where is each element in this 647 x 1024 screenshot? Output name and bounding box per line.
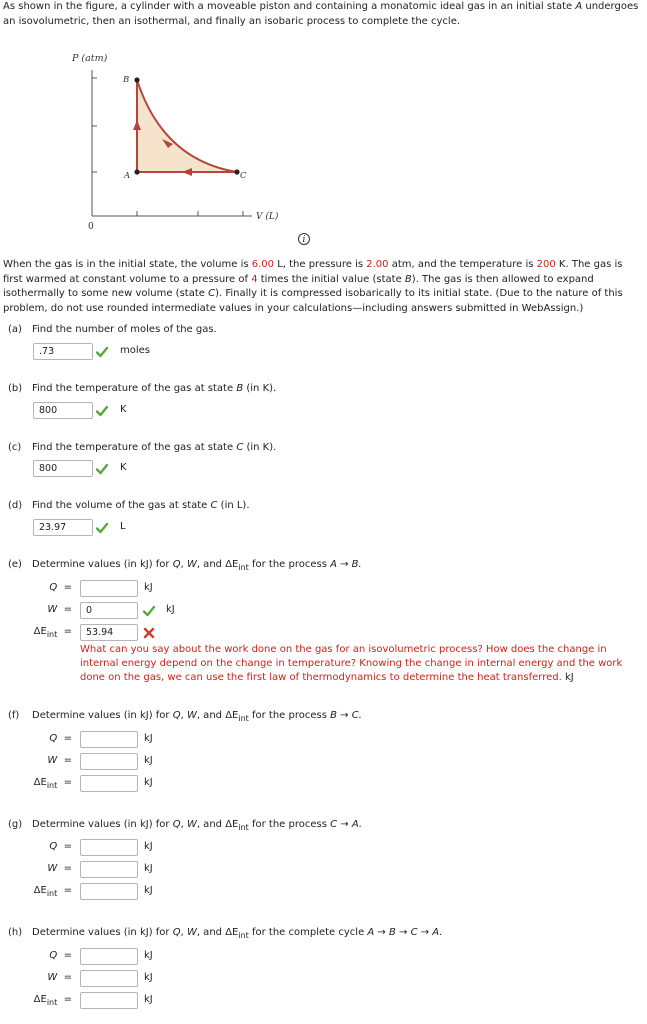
symbol-int: int	[238, 931, 249, 940]
question-a	[8, 324, 217, 335]
answer-a-input[interactable]: .73	[33, 343, 93, 360]
symbol-q: Q	[49, 733, 58, 744]
question-text: Find the temperature of the gas at state	[32, 442, 237, 453]
intro-text-2: undergoes an isovolumetric, then an isothermal, and finally an isobaric process to complete the cycle.	[3, 1, 639, 27]
question-text: for the process	[248, 819, 331, 830]
question-text: Determine values (in kJ) for	[32, 819, 173, 830]
symbol-int: int	[238, 714, 249, 723]
unit-label: kJ	[144, 885, 153, 896]
unit-label: kJ	[166, 604, 175, 615]
symbol-int: int	[46, 630, 58, 639]
answer-e-de-input[interactable]: 53.94	[80, 624, 138, 641]
symbol-w: W	[47, 863, 58, 874]
symbol-delta-e: ΔE	[225, 710, 239, 721]
symbol-delta-e: ΔE	[225, 927, 239, 938]
para-text: atm, and the temperature is	[388, 259, 537, 270]
question-text: (in K).	[243, 383, 277, 394]
w-label	[12, 755, 72, 766]
unit-label: kJ	[144, 777, 153, 788]
delta-e-label	[12, 626, 72, 639]
answer-f-w-input[interactable]	[80, 753, 138, 770]
question-letter: (e)	[8, 559, 22, 570]
equals-sign: =	[63, 626, 72, 637]
question-state: C	[210, 500, 218, 511]
delta-e-label	[12, 994, 72, 1007]
symbol-delta-e: ΔE	[225, 819, 239, 830]
w-label	[12, 604, 72, 615]
unit-label: K	[120, 462, 127, 473]
para-text: ). Finally it is compressed isobarically to its initial state. (Due to the nature of this problem, do not use rounded intermediate values in your calculations—including answers submitted in WebAssign.)	[3, 288, 623, 314]
equals-sign: =	[63, 755, 72, 766]
question-letter: (d)	[8, 500, 23, 511]
pv-diagram	[60, 48, 300, 240]
symbol-q: Q	[172, 927, 181, 938]
symbol-q: Q	[172, 819, 181, 830]
symbol-int: int	[46, 889, 58, 898]
intro-state-a: A	[575, 1, 583, 12]
cross-icon	[143, 627, 155, 639]
question-text: Find the volume of the gas at state	[32, 500, 211, 511]
q-label	[12, 582, 72, 593]
value-volume: 6.00	[251, 259, 275, 270]
symbol-q: Q	[172, 710, 181, 721]
label-c: C	[240, 171, 247, 181]
para-text: ). The gas is then allowed to expand isothermally to some new volume (state	[3, 273, 594, 299]
question-text: Determine values (in kJ) for	[32, 710, 173, 721]
question-d	[8, 500, 250, 511]
para-state: C	[208, 288, 216, 299]
symbol-w: W	[186, 819, 197, 830]
equals-sign: =	[63, 604, 72, 615]
symbol-int: int	[46, 998, 58, 1007]
question-g	[8, 819, 362, 832]
process-label: A → B → C → A.	[367, 927, 443, 938]
unit-label: kJ	[144, 841, 153, 852]
unit-label: kJ	[144, 582, 153, 593]
point-c	[234, 169, 239, 174]
question-b	[8, 383, 276, 394]
question-text: (in L).	[217, 500, 250, 511]
equals-sign: =	[63, 994, 72, 1005]
answer-f-q-input[interactable]	[80, 731, 138, 748]
w-label	[12, 972, 72, 983]
answer-d-input[interactable]: 23.97	[33, 519, 93, 536]
question-text: Find the temperature of the gas at state	[32, 383, 237, 394]
q-label	[12, 841, 72, 852]
unit-label: kJ	[144, 950, 153, 961]
equals-sign: =	[63, 841, 72, 852]
w-label	[12, 863, 72, 874]
question-text: (in K).	[243, 442, 277, 453]
info-icon[interactable]: i	[298, 233, 310, 245]
symbol-delta-e: ΔE	[33, 885, 47, 896]
process-label: A → B.	[330, 559, 362, 570]
checkmark-icon	[96, 346, 108, 358]
question-text: for the process	[248, 710, 331, 721]
problem-statement	[3, 258, 644, 316]
question-text: ,	[180, 927, 187, 938]
para-text: When the gas is in the initial state, the volume is	[3, 259, 252, 270]
unit-label: kJ	[144, 994, 153, 1005]
feedback-text: What can you say about the work done on the gas for an isovolumetric process? How does the change in internal energy depend on the change in temperature? Knowing the change in internal energy and the work done on the gas, we can use the first law of thermodynamics to determine the heat transferred.	[80, 644, 623, 683]
question-letter: (f)	[8, 710, 20, 721]
symbol-q: Q	[49, 582, 58, 593]
question-text: for the complete cycle	[248, 927, 368, 938]
symbol-w: W	[47, 972, 58, 983]
checkmark-icon	[96, 405, 108, 417]
question-f	[8, 710, 362, 723]
answer-g-w-input[interactable]	[80, 861, 138, 878]
question-letter: (c)	[8, 442, 22, 453]
delta-e-label	[12, 777, 72, 790]
point-b	[134, 77, 139, 82]
question-text: ,	[180, 819, 187, 830]
q-label	[12, 950, 72, 961]
question-state: C	[236, 442, 244, 453]
para-state: B	[404, 273, 412, 285]
feedback-message	[80, 643, 640, 685]
question-text: Determine values (in kJ) for	[32, 927, 173, 938]
equals-sign: =	[63, 777, 72, 788]
checkmark-icon	[96, 463, 108, 475]
q-label	[12, 733, 72, 744]
answer-b-input[interactable]: 800	[33, 402, 93, 419]
symbol-w: W	[186, 710, 197, 721]
process-label: B → C.	[330, 710, 362, 721]
answer-e-q-input[interactable]	[80, 580, 138, 597]
x-axis-label: V (L)	[256, 212, 279, 222]
question-letter: (h)	[8, 927, 23, 938]
question-h	[8, 927, 443, 940]
symbol-w: W	[47, 604, 58, 615]
equals-sign: =	[63, 582, 72, 593]
unit-label: kJ	[144, 755, 153, 766]
answer-c-input[interactable]: 800	[33, 460, 93, 477]
cycle-region	[137, 80, 237, 172]
answer-h-w-input[interactable]	[80, 970, 138, 987]
equals-sign: =	[63, 885, 72, 896]
question-c	[8, 442, 276, 453]
symbol-delta-e: ΔE	[33, 994, 47, 1005]
question-text: , and	[196, 559, 226, 570]
question-text: ,	[180, 710, 187, 721]
symbol-w: W	[47, 755, 58, 766]
answer-h-de-input[interactable]	[80, 992, 138, 1009]
equals-sign: =	[63, 863, 72, 874]
answer-g-q-input[interactable]	[80, 839, 138, 856]
problem-intro	[3, 0, 643, 29]
symbol-q: Q	[49, 841, 58, 852]
unit-label: kJ	[144, 972, 153, 983]
unit-label: L	[120, 521, 126, 532]
symbol-int: int	[238, 823, 249, 832]
value-pressure: 2.00	[366, 259, 389, 270]
unit-label: kJ	[144, 863, 153, 874]
para-text: times the initial value (state	[257, 273, 405, 285]
symbol-delta-e: ΔE	[33, 777, 47, 788]
answer-e-w-input[interactable]: 0	[80, 602, 138, 619]
answer-f-de-input[interactable]	[80, 775, 138, 792]
symbol-delta-e: ΔE	[225, 559, 239, 570]
symbol-q: Q	[172, 559, 181, 570]
checkmark-icon	[96, 522, 108, 534]
symbol-q: Q	[49, 950, 58, 961]
question-text: , and	[196, 927, 226, 938]
answer-h-q-input[interactable]	[80, 948, 138, 965]
intro-text-1: As shown in the figure, a cylinder with a moveable piston and containing a monatomic ideal gas in an initial state	[3, 1, 576, 12]
para-text: K. The gas is first warmed at constant volume to a pressure of	[3, 259, 623, 285]
process-label: C → A.	[330, 819, 363, 830]
point-a	[134, 169, 139, 174]
value-factor: 4	[251, 273, 258, 285]
question-text: , and	[196, 710, 226, 721]
question-text: Determine values (in kJ) for	[32, 559, 173, 570]
unit-label: kJ	[144, 733, 153, 744]
equals-sign: =	[63, 733, 72, 744]
question-text: Find the number of moles of the gas.	[32, 324, 217, 335]
answer-g-de-input[interactable]	[80, 883, 138, 900]
checkmark-icon	[143, 605, 155, 617]
question-state: B	[236, 383, 244, 394]
symbol-int: int	[238, 563, 249, 572]
question-text: ,	[180, 559, 187, 570]
equals-sign: =	[63, 972, 72, 983]
symbol-int: int	[46, 781, 58, 790]
label-b: B	[123, 75, 130, 85]
label-a: A	[124, 171, 131, 181]
symbol-w: W	[186, 927, 197, 938]
unit-label: moles	[120, 345, 150, 356]
question-text: for the process	[248, 559, 331, 570]
question-text: , and	[196, 819, 226, 830]
y-axis-label: P (atm)	[72, 53, 108, 64]
value-temperature: 200	[536, 259, 556, 270]
question-letter: (b)	[8, 383, 23, 394]
unit-label: K	[120, 404, 127, 415]
unit-label: kJ	[564, 672, 574, 683]
para-text: L, the pressure is	[274, 259, 367, 270]
question-letter: (g)	[8, 819, 23, 830]
symbol-w: W	[186, 559, 197, 570]
symbol-delta-e: ΔE	[33, 626, 47, 637]
question-e	[8, 559, 362, 572]
question-letter: (a)	[8, 324, 22, 335]
origin-label: 0	[88, 222, 94, 232]
delta-e-label	[12, 885, 72, 898]
equals-sign: =	[63, 950, 72, 961]
